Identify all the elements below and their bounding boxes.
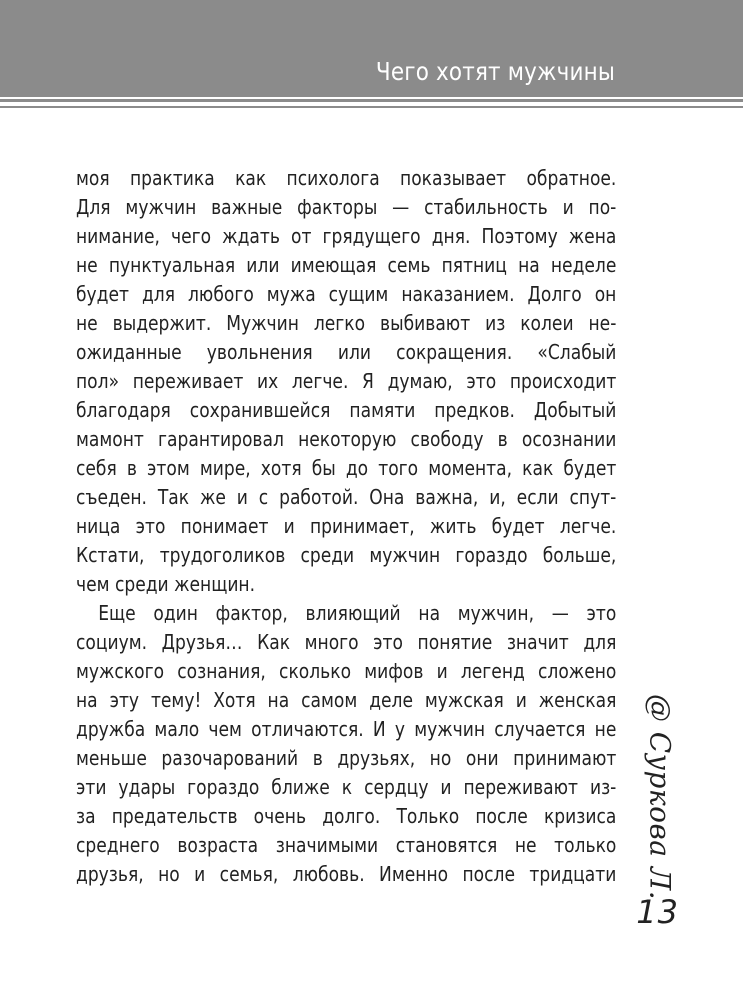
header-rule-thin <box>0 106 743 108</box>
text-line: моя практика как психолога показывает обратное. <box>76 166 617 190</box>
text-line: съеден. Так же и с работой. Она важна, и, если спут- <box>76 485 617 509</box>
text-line: нимание, чего ждать от грядущего дня. Поэтому жена <box>76 224 617 248</box>
text-line: ожиданные увольнения или сокращения. «Слабый <box>76 340 617 364</box>
text-line: пол» переживает их легче. Я думаю, это происходит <box>76 369 617 393</box>
header-band <box>0 0 743 97</box>
text-line: Кстати, трудоголиков среди мужчин гораздо больше, <box>76 543 617 567</box>
text-line: себя в этом мире, хотя бы до того момента, как будет <box>76 456 617 480</box>
text-line: Для мужчин важные факторы — стабильность и по- <box>76 195 617 219</box>
text-line: друзья, но и семья, любовь. Именно после тридцати <box>76 862 617 886</box>
running-header-title: Чего хотят мужчины <box>375 57 615 86</box>
text-line-paragraph-end: чем среди женщин. <box>76 572 256 596</box>
text-line: ница это понимает и принимает, жить будет легче. <box>76 514 617 538</box>
text-line: мамонт гарантировал некоторую свободу в осознании <box>76 427 617 451</box>
text-line: мужского сознания, сколько мифов и легенд сложено <box>76 659 617 683</box>
text-line: эти удары гораздо ближе к сердцу и переживают из- <box>76 775 617 799</box>
header-rule-thick <box>0 99 743 102</box>
text-line: на эту тему! Хотя на самом деле мужская и женская <box>76 688 617 712</box>
text-line: не выдержит. Мужчин легко выбивают из колеи не- <box>76 311 617 335</box>
text-line: не пунктуальная или имеющая семь пятниц на неделе <box>76 253 617 277</box>
author-watermark <box>636 693 684 901</box>
text-line: среднего возраста значимыми становятся не только <box>76 833 617 857</box>
text-line: будет для любого мужа сущим наказанием. Долго он <box>76 282 617 306</box>
author-watermark-text: @ Суркова Л. <box>643 693 677 901</box>
page-number: 13 <box>636 893 679 931</box>
body-text <box>76 164 616 889</box>
text-line: меньше разочарований в друзьях, но они принимают <box>76 746 617 770</box>
text-line: социум. Друзья… Как много это понятие значит для <box>76 630 617 654</box>
text-line: благодаря сохранившейся памяти предков. Добытый <box>76 398 617 422</box>
text-line: дружба мало чем отличаются. И у мужчин случается не <box>76 717 617 741</box>
text-line-paragraph-start: Еще один фактор, влияющий на мужчин, — это <box>98 601 617 625</box>
text-line: за предательств очень долго. Только после кризиса <box>76 804 617 828</box>
